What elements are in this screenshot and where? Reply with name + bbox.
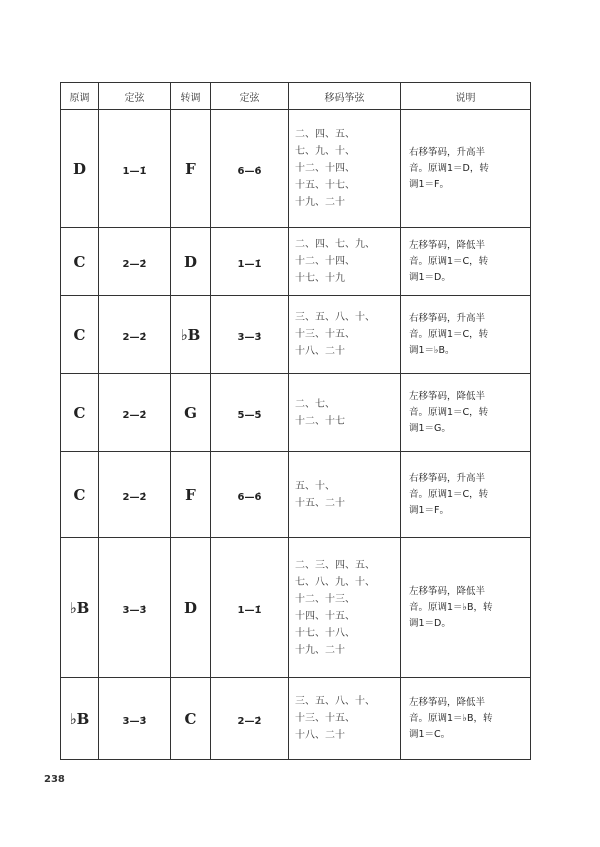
target-key: ♭B [180,326,201,344]
explanation-line: 左移筝码，降低半 [409,239,486,251]
moved-strings-cell [289,110,401,228]
original-key: ♭B [69,710,90,728]
target-tuning: 3—3̇ [237,332,262,343]
target-key: F [185,486,196,504]
original-tuning-cell [99,452,171,538]
moved-strings-line: 二、三、四、五、 [295,559,375,571]
explanation-line: 音。原调1＝C，转 [409,255,489,267]
target-key: D [183,253,197,271]
table-row [61,228,531,296]
table-row [61,452,531,538]
original-tuning: 2—2̇ [122,410,147,421]
explanation-line: 右移筝码，升高半 [409,472,486,484]
explanation-line: 调1＝D。 [409,617,451,629]
moved-strings-line: 七、九、十、 [295,146,355,157]
target-key: C [184,710,197,728]
target-key-cell [171,228,211,296]
moved-strings-line: 二、四、七、九、 [295,239,375,250]
original-tuning-cell [99,228,171,296]
explanation-line: 调1＝F。 [409,178,450,190]
target-key-cell [171,110,211,228]
target-key: D [183,599,197,617]
moved-strings-line: 十二、十四、 [295,256,355,267]
target-key-cell [171,678,211,760]
explanation-line: 调1＝D。 [409,271,451,283]
explanation-line: 左移筝码，降低半 [409,390,486,402]
header-target-key: 转调 [171,83,211,110]
moved-strings-line: 十二、十七 [295,415,345,427]
target-tuning-cell [211,538,289,678]
explanation-line: 音。原调1＝C，转 [409,488,489,500]
moved-strings-line: 十三、十五、 [295,329,355,340]
original-tuning: 1—1̇ [122,166,147,177]
target-key-cell [171,452,211,538]
original-key-cell [61,538,99,678]
explanation-line: 调1＝♭B。 [409,344,455,356]
moved-strings-line: 十七、十八、 [295,627,355,639]
target-tuning-cell [211,296,289,374]
header-original-key: 原调 [61,83,99,110]
original-key: ♭B [69,599,90,617]
explanation-line: 调1＝G。 [409,422,451,434]
explanation-cell [401,374,531,452]
target-key-cell [171,374,211,452]
explanation-cell [401,452,531,538]
moved-strings-line: 十九、二十 [295,197,345,208]
header-moved-strings: 移码筝弦 [289,83,401,110]
target-tuning-cell [211,678,289,760]
explanation-line: 右移筝码，升高半 [409,312,486,324]
original-tuning: 3—3̇ [122,605,147,616]
explanation-line: 调1＝C。 [409,728,451,740]
explanation-line: 左移筝码，降低半 [409,696,486,708]
table-header [61,83,531,110]
original-tuning: 2—2̇ [122,332,147,343]
original-key-cell [61,452,99,538]
moved-strings-cell [289,228,401,296]
explanation-line: 音。原调1＝♭B，转 [409,712,493,724]
original-key-cell [61,228,99,296]
explanation-line: 音。原调1＝D，转 [409,162,489,174]
moved-strings-cell [289,452,401,538]
moved-strings-cell [289,374,401,452]
tuning-table [60,82,531,760]
moved-strings-cell [289,678,401,760]
moved-strings-line: 三、五、八、十、 [295,312,375,323]
moved-strings-line: 二、七、 [295,398,335,410]
target-tuning: 6—6̇ [237,166,262,177]
moved-strings-line: 十八、二十 [295,730,345,741]
explanation-cell [401,296,531,374]
target-tuning: 1—1̇ [237,605,262,616]
moved-strings-line: 十二、十四、 [295,163,355,174]
header-explanation: 说明 [401,83,531,110]
table-row [61,110,531,228]
target-key-cell [171,538,211,678]
original-tuning: 3—3̇ [122,716,147,727]
header-original-tuning: 定弦 [99,83,171,110]
moved-strings-line: 十二、十三、 [295,593,355,605]
original-key-cell [61,110,99,228]
original-tuning-cell [99,296,171,374]
target-key: F [185,160,196,178]
explanation-line: 音。原调1＝C，转 [409,328,489,340]
explanation-line: 左移筝码，降低半 [409,585,486,597]
explanation-line: 调1＝F。 [409,504,450,516]
moved-strings-line: 十五、二十 [295,497,345,509]
original-key: C [73,404,86,422]
table-row [61,296,531,374]
target-tuning: 6—6̇ [237,492,262,503]
original-tuning-cell [99,538,171,678]
target-tuning: 1—1̇ [237,259,262,270]
table-row [61,374,531,452]
original-key: C [73,486,86,504]
header-target-tuning: 定弦 [211,83,289,110]
moved-strings-line: 十八、二十 [295,346,345,357]
moved-strings-line: 十三、十五、 [295,713,355,724]
moved-strings-cell [289,538,401,678]
original-key-cell [61,296,99,374]
target-tuning-cell [211,452,289,538]
table-row [61,678,531,760]
target-key-cell [171,296,211,374]
original-tuning: 2—2̇ [122,492,147,503]
moved-strings-line: 十七、十九 [295,273,345,284]
explanation-cell [401,678,531,760]
original-tuning-cell [99,110,171,228]
explanation-line: 音。原调1＝♭B，转 [409,601,493,613]
original-key-cell [61,678,99,760]
original-key: C [73,253,86,271]
moved-strings-cell [289,296,401,374]
original-key: D [72,160,86,178]
target-tuning-cell [211,374,289,452]
moved-strings-line: 十四、十五、 [295,610,355,622]
moved-strings-line: 十五、十七、 [295,180,355,191]
moved-strings-line: 三、五、八、十、 [295,696,375,707]
original-key: C [73,326,86,344]
moved-strings-line: 二、四、五、 [295,129,355,140]
target-tuning-cell [211,228,289,296]
explanation-cell [401,228,531,296]
page-number: 238 [44,774,65,785]
table-body [61,110,531,760]
original-tuning: 2—2̇ [122,259,147,270]
explanation-line: 右移筝码，升高半 [409,146,486,158]
explanation-line: 音。原调1＝C，转 [409,406,489,418]
original-key-cell [61,374,99,452]
target-tuning: 2—2̇ [237,716,262,727]
moved-strings-line: 十九、二十 [295,644,345,656]
moved-strings-line: 七、八、九、十、 [295,576,375,588]
target-tuning-cell [211,110,289,228]
explanation-cell [401,538,531,678]
explanation-cell [401,110,531,228]
target-tuning: 5—5̇ [237,410,262,421]
original-tuning-cell [99,678,171,760]
original-tuning-cell [99,374,171,452]
moved-strings-line: 五、十、 [295,480,335,492]
table-row [61,538,531,678]
target-key: G [184,404,197,422]
